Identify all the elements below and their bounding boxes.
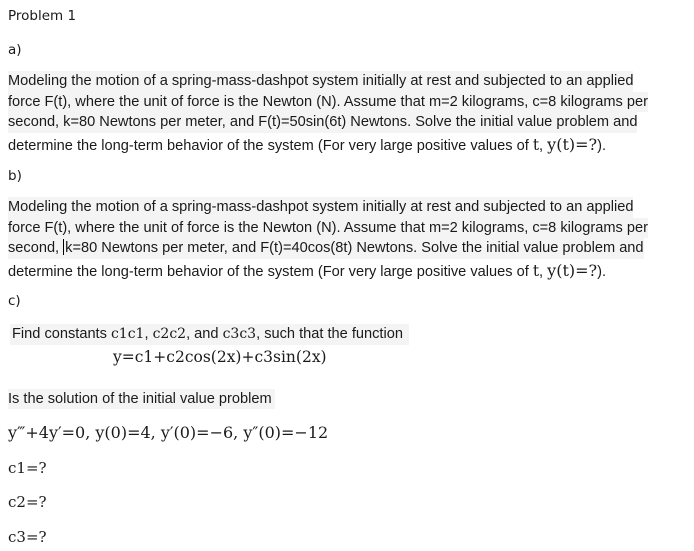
find-prefix: Find constants: [12, 326, 111, 342]
find-sep-2: , and: [186, 326, 223, 342]
find-suffix: , such that the function: [256, 326, 403, 342]
part-b-line-3: [8, 238, 644, 259]
constant-c3: c3c3: [222, 326, 257, 342]
part-c-label: c): [8, 293, 21, 309]
part-a-t-symbol: t: [532, 135, 540, 154]
constant-c1: c1c1: [110, 326, 145, 342]
part-b-label: b): [8, 168, 22, 184]
problem-title: Problem 1: [8, 8, 77, 24]
part-a-line-end: ).: [597, 137, 607, 154]
part-b-line-3-start: second,: [8, 240, 64, 256]
part-b-y-of-t: y(t)=?: [547, 260, 598, 280]
initial-value-problem-equation: y‴+4y′=0, y(0)=4, y′(0)=−6, y″(0)=−12: [8, 423, 329, 442]
part-b-line-3-rest: k=80 Newtons per meter, and F(t)=40cos(8t) Newtons. Solve the initial value problem and: [65, 240, 644, 256]
part-b-comma: ,: [539, 263, 548, 280]
answer-c3: c3=?: [8, 528, 47, 546]
part-a-line-1: Modeling the motion of a spring-mass-dashpot system initially at rest and subjected to an applied: [8, 71, 633, 92]
part-a-comma: ,: [539, 137, 548, 154]
part-a-line-2: force F(t), where the unit of force is the Newton (N). Assume that m=2 kilograms, c=8 kilograms per: [8, 92, 648, 113]
part-a-line-4-text: determine the long-term behavior of the system (For very large positive values of: [8, 137, 533, 154]
part-a-line-4: [8, 133, 606, 157]
part-b-line-2: force F(t), where the unit of force is the Newton (N). Assume that m=2 kilograms, c=8 kilograms per: [8, 218, 648, 239]
function-equation: y=c1+c2cos(2x)+c3sin(2x): [113, 348, 327, 366]
part-b-line-1: Modeling the motion of a spring-mass-dashpot system initially at rest and subjected to an applied: [8, 197, 633, 218]
find-sep-1: ,: [144, 326, 153, 342]
part-a-label: a): [8, 42, 22, 58]
constant-c2: c2c2: [152, 326, 187, 342]
part-a-y-of-t: y(t)=?: [547, 134, 598, 154]
part-a-line-3: second, k=80 Newtons per meter, and F(t)=50sin(6t) Newtons. Solve the initial value problem and: [8, 112, 637, 133]
part-b-paragraph: [8, 197, 688, 283]
answer-c2: c2=?: [8, 493, 47, 511]
is-solution-text: Is the solution of the initial value problem: [8, 389, 275, 409]
find-constants-line: [10, 324, 409, 345]
part-a-paragraph: [8, 71, 688, 157]
answer-c1: c1=?: [8, 459, 47, 477]
part-b-line-4-text: determine the long-term behavior of the system (For very large positive values of: [8, 263, 533, 280]
part-b-line-4: [8, 259, 606, 283]
part-b-line-end: ).: [597, 263, 607, 280]
part-b-t-symbol: t: [532, 261, 540, 280]
